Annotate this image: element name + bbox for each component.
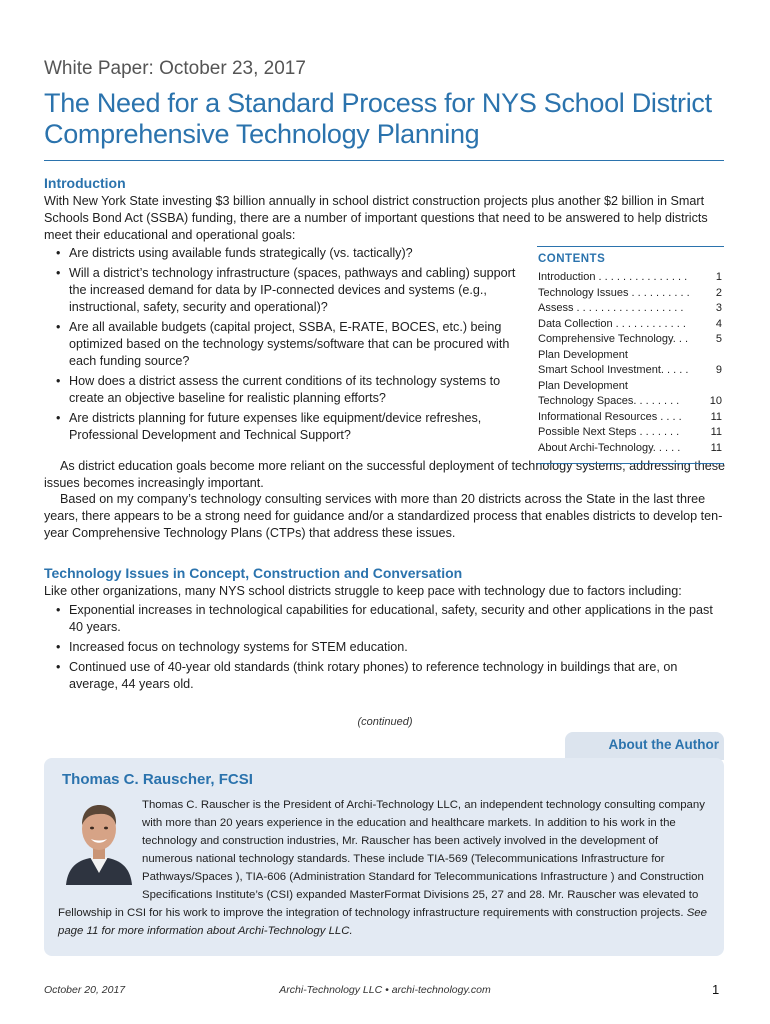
list-item bbox=[56, 639, 716, 656]
list-item bbox=[56, 265, 516, 316]
contents-item[interactable] bbox=[538, 286, 722, 302]
contents-item-page: 11 bbox=[710, 441, 722, 454]
bullet-icon: • bbox=[56, 660, 61, 674]
intro-paragraph-2: As district education goals become more reliant on the successful deployment of technology systems, addressing these issues becomes increasingly important. bbox=[44, 459, 726, 490]
intro-bullet-list bbox=[56, 245, 516, 447]
list-item-text: How does a district assess the current conditions of its technology systems to create an objective baseline for realistic planning efforts? bbox=[69, 374, 501, 405]
contents-item[interactable] bbox=[538, 441, 722, 457]
author-name: Thomas C. Rauscher, FCSI bbox=[62, 771, 253, 788]
contents-item[interactable] bbox=[538, 270, 722, 286]
contents-item-page: 4 bbox=[715, 317, 722, 330]
contents-item-label: Introduction . . . . . . . . . . . . . . . bbox=[538, 271, 688, 283]
intro-paragraph: With New York State investing $3 billion annually in school district construction projects plus another $2 billion in Smart Schools Bond Act (SSBA) funding, there are a number of important questions that need to be answered to help districts meet their educational and operational goals: bbox=[44, 194, 708, 242]
contents-item-label: Possible Next Steps . . . . . . . bbox=[538, 426, 680, 438]
bullet-icon: • bbox=[56, 640, 61, 654]
contents-item-page: 10 bbox=[709, 395, 722, 407]
contents-item-label: Comprehensive Technology. . . Plan Development bbox=[538, 333, 689, 361]
section-heading-technology-issues: Technology Issues in Concept, Construction and Conversation bbox=[44, 565, 463, 581]
contents-list bbox=[538, 270, 722, 456]
contents-top-rule bbox=[537, 246, 724, 247]
list-item-text: Are districts using available funds strategically (vs. tactically)? bbox=[69, 246, 413, 260]
list-item-text: Will a district’s technology infrastructure (spaces, pathways and cabling) support the increased demand for data by IP-connected devices and systems (e.g., instructional, safety, security and operational)? bbox=[69, 266, 516, 314]
list-item bbox=[56, 659, 716, 693]
contents-item-label: Assess . . . . . . . . . . . . . . . . . . bbox=[538, 302, 684, 314]
bullet-icon: • bbox=[56, 320, 61, 334]
list-item-text: Exponential increases in technological capabilities for educational, safety, security and other applications in the past 40 years. bbox=[69, 603, 713, 634]
contents-item-page: 5 bbox=[715, 333, 722, 345]
technology-issues-bullet-list bbox=[56, 602, 716, 696]
author-bio bbox=[58, 796, 708, 940]
list-item bbox=[56, 245, 516, 262]
section-heading-introduction: Introduction bbox=[44, 175, 126, 191]
contents-item-page: 2 bbox=[715, 286, 722, 299]
author-photo bbox=[60, 795, 138, 885]
contents-bottom-rule bbox=[537, 463, 724, 464]
footer-date: October 20, 2017 bbox=[44, 984, 126, 996]
contents-item-page: 9 bbox=[715, 364, 722, 376]
bullet-icon: • bbox=[56, 266, 61, 280]
bullet-icon: • bbox=[56, 246, 61, 260]
contents-item[interactable] bbox=[538, 301, 722, 317]
contents-item-label: Data Collection . . . . . . . . . . . . bbox=[538, 317, 686, 330]
contents-item-label: Technology Issues . . . . . . . . . . bbox=[538, 286, 690, 299]
contents-item-label: About Archi-Technology. . . . . bbox=[538, 441, 681, 454]
list-item-text: Increased focus on technology systems for STEM education. bbox=[69, 640, 408, 654]
list-item bbox=[56, 373, 516, 407]
contents-item-page: 1 bbox=[715, 271, 722, 283]
contents-item-label: Informational Resources . . . . bbox=[538, 410, 682, 423]
contents-item[interactable] bbox=[538, 317, 722, 333]
contents-heading: CONTENTS bbox=[538, 253, 606, 265]
contents-item-page: 11 bbox=[710, 410, 722, 423]
bullet-icon: • bbox=[56, 603, 61, 617]
list-item bbox=[56, 319, 516, 370]
author-bio-reference: See page 11 for more information about Archi-Technology LLC. bbox=[58, 907, 707, 937]
title-divider bbox=[44, 160, 724, 161]
contents-item-label: Smart School Investment. . . . . Plan Development bbox=[538, 364, 689, 392]
list-item-text: Are all available budgets (capital project, SSBA, E-RATE, BOCES, etc.) being optimized based on the technology systems/software that can be procured with each funding source? bbox=[69, 320, 510, 368]
bullet-icon: • bbox=[56, 411, 61, 425]
page-number: 1 bbox=[712, 982, 720, 997]
contents-item[interactable] bbox=[538, 394, 722, 410]
continued-note: (continued) bbox=[357, 716, 413, 728]
contents-item[interactable] bbox=[538, 363, 722, 394]
bullet-icon: • bbox=[56, 374, 61, 388]
list-item bbox=[56, 602, 716, 636]
contents-item[interactable] bbox=[538, 332, 722, 363]
contents-item-page: 11 bbox=[710, 426, 722, 438]
technology-issues-paragraph: Like other organizations, many NYS school districts struggle to keep pace with technology due to factors including: bbox=[44, 584, 682, 598]
list-item-text: Continued use of 40-year old standards (think rotary phones) to reference technology in buildings that are, on average, 44 years old. bbox=[69, 660, 678, 691]
list-item-text: Are districts planning for future expenses like equipment/device refreshes, Professional Development and Technical Support? bbox=[69, 411, 482, 442]
about-author-label: About the Author bbox=[608, 737, 719, 752]
contents-item-label: Technology Spaces. . . . . . . . bbox=[538, 395, 680, 407]
intro-paragraph-3: Based on my company’s technology consulting services with more than 20 districts across the State in the last three years, there appears to be a strong need for guidance and/or a standardized process that enables districts to develop ten-year Comprehensive Technology Plans (CTPs) that address these issues. bbox=[44, 492, 723, 540]
paper-date-subtitle: White Paper: October 23, 2017 bbox=[44, 58, 306, 79]
contents-item[interactable] bbox=[538, 425, 722, 441]
list-item bbox=[56, 410, 516, 444]
contents-item-page: 3 bbox=[715, 302, 722, 314]
author-bio-text: Thomas C. Rauscher is the President of Archi-Technology LLC, an independent technology consulting company with more than 20 years experience in the education and healthcare markets. In addition to his work in the technology and construction industries, Mr. Rauscher has been actively involved in the development of numerous national technology standards. These include TIA-569 (Telecommunications Infrastructure for Pathways/Spaces ), TIA-606 (Administration Standard for Telecommunications Infrastructure ) and Construction Specifications Institute’s (CSI) expanded MasterFormat Divisions 25, 27 and 28. Mr. Rauscher was elevated to Fellowship in CSI for his work to improve the integration of technology infrastructure requirements with construction projects. bbox=[58, 799, 705, 919]
contents-item[interactable] bbox=[538, 410, 722, 426]
footer-company: Archi-Technology LLC • archi-technology.com bbox=[279, 984, 491, 996]
page-title: The Need for a Standard Process for NYS School District Comprehensive Technology Planning bbox=[44, 88, 712, 149]
